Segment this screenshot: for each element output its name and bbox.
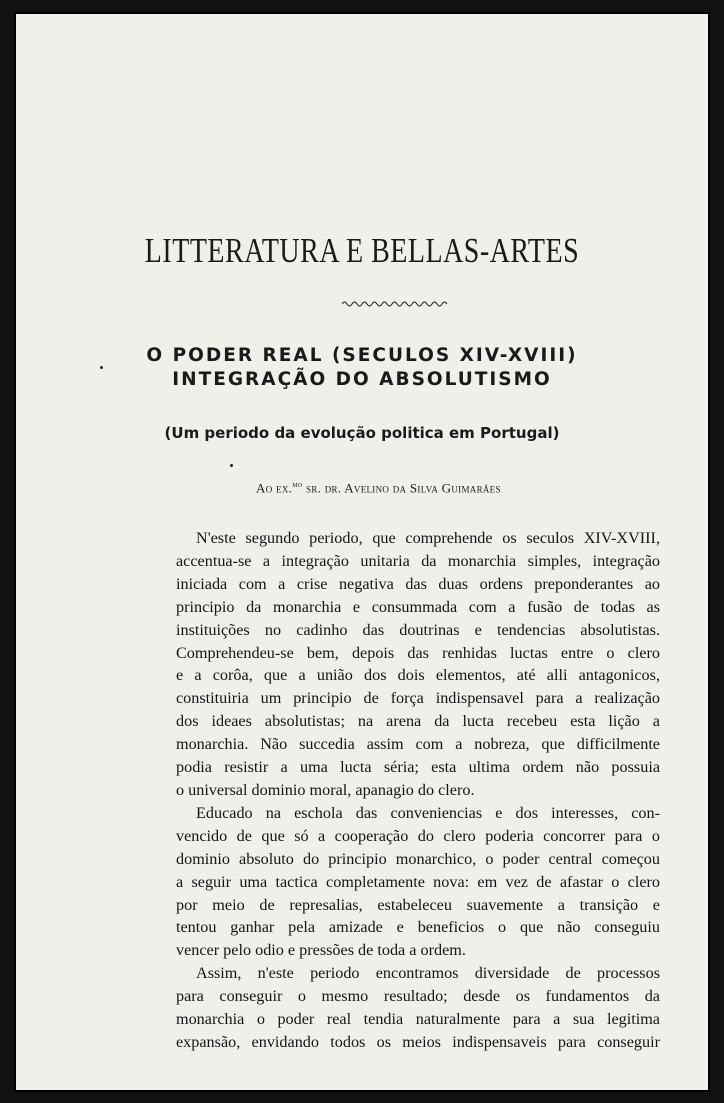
paragraph — [176, 527, 660, 802]
paragraph-line: Assim, n'este periodo encontramos diversidade de processos — [196, 964, 660, 983]
paragraph-line: o universal dominio moral, apanagio do clero. — [176, 780, 475, 799]
paragraph-line: vencido de que só a cooperação do clero poderia concorrer para o — [176, 826, 660, 845]
article-subtitle: (Um periodo da evolução politica em Portugal) — [164, 424, 560, 442]
dedication — [256, 480, 501, 496]
book-page — [14, 12, 710, 1092]
paragraph-line: Educado na eschola das conveniencias e dos interesses, con- — [196, 803, 660, 822]
paragraph-line: principio da monarchia e consummada com a fusão de todas as — [176, 597, 660, 616]
paragraph-line: e a corôa, que a união dos dois elementos, até alli antagonicos, — [176, 666, 660, 685]
section-title: LITTERATURA E BELLAS-ARTES — [144, 232, 580, 271]
paragraph — [176, 802, 660, 962]
paragraph-line: a seguir uma tactica completamente nova: em vez de afastar o clero — [176, 872, 660, 891]
paragraph-line: N'este segundo periodo, que comprehende os seculos XIV-XVIII, — [196, 529, 660, 547]
dedication-name: sr. dr. Avelino da Silva Guimarães — [302, 480, 501, 496]
paragraph-line: accentua-se a integração unitaria da monarchia simples, integração — [176, 551, 660, 570]
paragraph-line: para conseguir o mesmo resultado; desde os fundamentos da — [176, 987, 660, 1006]
paragraph-line: expansão, envidando todos os meios indispensaveis para conseguir — [176, 1032, 660, 1051]
paragraph-line: tentou ganhar pela amizade e beneficios o que não conseguiu — [176, 918, 660, 937]
article-body — [176, 527, 660, 1054]
paragraph-line: vencer pelo odio e pressões de toda a ordem. — [176, 941, 466, 960]
paragraph-line: monarchia o poder real tendia naturalmente para a sua legitima — [176, 1010, 660, 1029]
dedication-superscript: mo — [292, 480, 303, 489]
paragraph-line: monarchia. Não succedia assim com a nobreza, que difficilmente — [176, 735, 660, 754]
paragraph-line: dominio absoluto do principio monarchico, o poder central começou — [176, 849, 660, 868]
paragraph — [176, 962, 660, 1054]
article-title-line-2: INTEGRAÇÃO DO ABSOLUTISMO — [172, 369, 552, 390]
margin-mark — [100, 366, 103, 369]
paragraph-line: dos ideaes absolutistas; na arena da lucta recebeu esta lição a — [176, 712, 660, 731]
margin-mark — [230, 464, 233, 467]
article-title-line-1: O PODER REAL (SECULOS XIV-XVIII) — [146, 345, 578, 366]
wavy-divider-ornament — [342, 300, 448, 308]
dedication-prefix: Ao ex. — [256, 480, 293, 496]
paragraph-line: por meio de represalias, estabeleceu suavemente a transição e — [176, 895, 660, 914]
paragraph-line: iniciada com a crise negativa das duas ordens preponderantes ao — [176, 574, 660, 593]
paragraph-line: podia resistir a uma lucta séria; esta ultima ordem não possuia — [176, 758, 660, 777]
article-title — [16, 344, 708, 392]
paragraph-line: Comprehendeu-se bem, depois das renhidas luctas entre o clero — [176, 643, 660, 662]
paragraph-line: instituições no cadinho das doutrinas e tendencias absolutistas. — [176, 620, 660, 639]
paragraph-line: constituiria um principio de força indispensavel para a realização — [176, 689, 660, 708]
